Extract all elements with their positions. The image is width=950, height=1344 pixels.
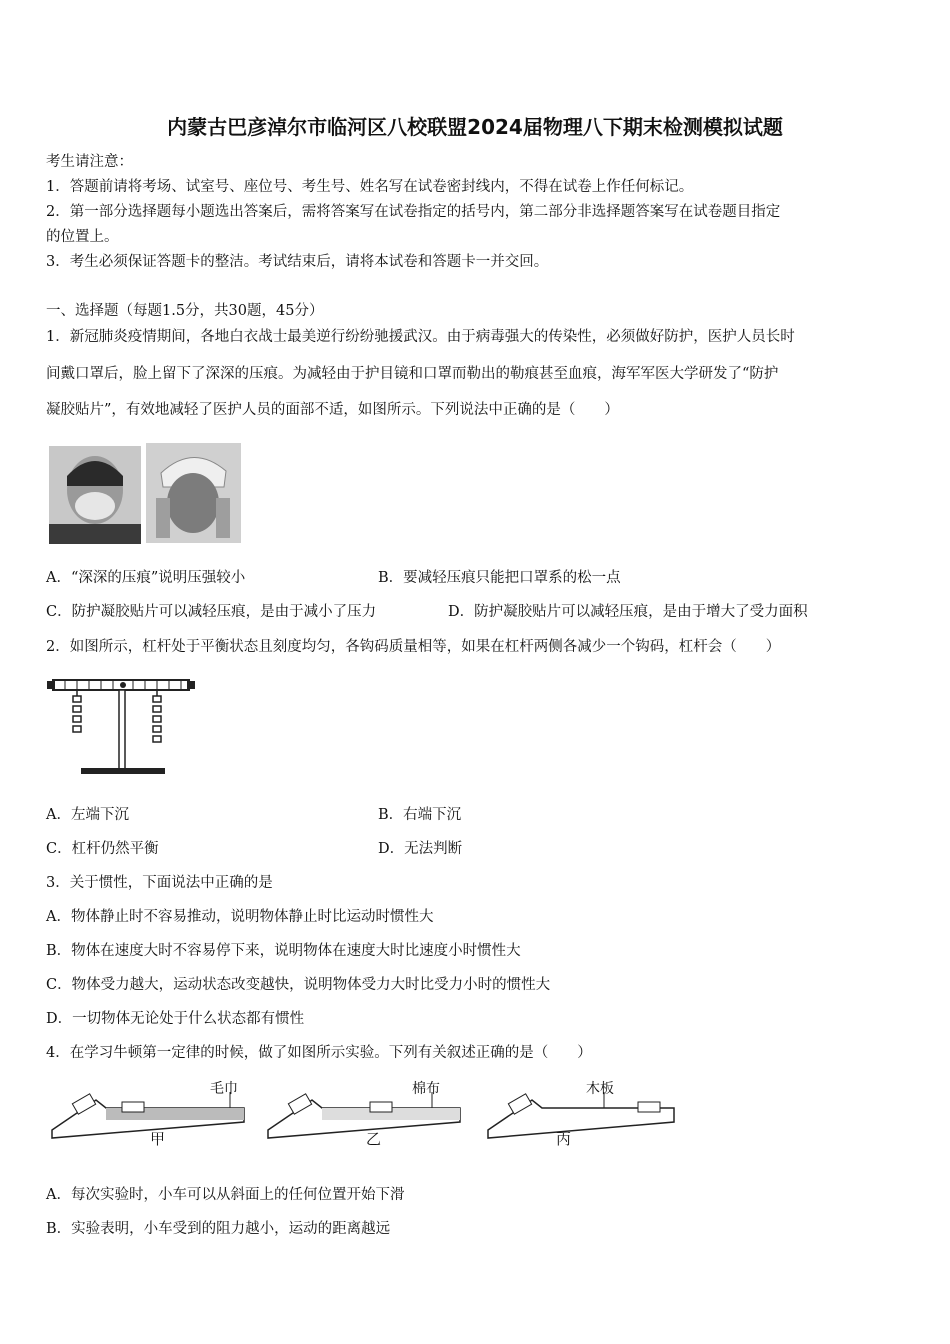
q1-photo-masked-face bbox=[49, 446, 141, 544]
q4-figure-cotton bbox=[266, 1078, 462, 1148]
q2-lever-figure bbox=[47, 672, 195, 780]
notice-item-2-cont: 的位置上。 bbox=[46, 229, 119, 245]
q3-option-b: B．物体在速度大时不容易停下来，说明物体在速度大时比速度小时惯性大 bbox=[46, 943, 521, 959]
q4-option-a: A．每次实验时，小车可以从斜面上的任何位置开始下滑 bbox=[46, 1187, 405, 1203]
q3-option-c: C．物体受力越大，运动状态改变越快，说明物体受力大时比受力小时的惯性大 bbox=[46, 977, 551, 993]
q4-stem: 4．在学习牛顿第一定律的时候，做了如图所示实验。下列有关叙述正确的是（ ） bbox=[46, 1045, 592, 1061]
q3-option-a: A．物体静止时不容易推动，说明物体静止时比运动时惯性大 bbox=[46, 909, 434, 925]
notice-item-1: 1．答题前请将考场、试室号、座位号、考生号、姓名写在试卷密封线内，不得在试卷上作任何标记。 bbox=[46, 179, 694, 195]
q3-stem: 3．关于惯性，下面说法中正确的是 bbox=[46, 875, 273, 891]
surface-label-board: 木板 bbox=[586, 1081, 614, 1097]
notice-item-3: 3．考生必须保证答题卡的整洁。考试结束后，请将本试卷和答题卡一并交回。 bbox=[46, 254, 549, 270]
q1-option-b: B．要减轻压痕只能把口罩系的松一点 bbox=[378, 570, 621, 586]
surface-label-towel: 毛巾 bbox=[210, 1081, 238, 1097]
q2-option-d: D．无法判断 bbox=[378, 841, 463, 857]
caption-bing: 丙 bbox=[556, 1130, 572, 1148]
q3-option-d: D．一切物体无论处于什么状态都有惯性 bbox=[46, 1011, 305, 1027]
q2-option-a: A．左端下沉 bbox=[46, 807, 129, 823]
page-title: 内蒙古巴彦淖尔市临河区八校联盟2024届物理八下期末检测模拟试题 bbox=[167, 115, 783, 139]
section-heading: 一、选择题（每题1.5分，共30题，45分） bbox=[46, 303, 324, 319]
q4-figure-towel bbox=[50, 1078, 246, 1148]
q1-option-d: D．防护凝胶贴片可以减轻压痕，是由于增大了受力面积 bbox=[448, 604, 808, 620]
q1-stem-line-1: 1．新冠肺炎疫情期间，各地白衣战士最美逆行纷纷驰援武汉。由于病毒强大的传染性，必须做好防护，医护人员长时 bbox=[46, 329, 795, 345]
surface-label-cotton: 棉布 bbox=[412, 1081, 440, 1097]
notice-item-2: 2．第一部分选择题每小题选出答案后，需将答案写在试卷指定的括号内，第二部分非选择题答案写在试卷题目指定 bbox=[46, 204, 781, 220]
q4-option-b: B．实验表明，小车受到的阻力越小，运动的距离越远 bbox=[46, 1221, 391, 1237]
q1-photo-bandaged-face bbox=[146, 443, 241, 543]
q2-option-c: C．杠杆仍然平衡 bbox=[46, 841, 159, 857]
q1-option-a: A．“深深的压痕”说明压强较小 bbox=[46, 570, 246, 586]
caption-jia: 甲 bbox=[150, 1130, 166, 1148]
notice-heading: 考生请注意： bbox=[46, 154, 133, 170]
caption-yi: 乙 bbox=[366, 1130, 382, 1148]
q1-option-c: C．防护凝胶贴片可以减轻压痕，是由于减小了压力 bbox=[46, 604, 377, 620]
q2-option-b: B．右端下沉 bbox=[378, 807, 462, 823]
q1-stem-line-3: 凝胶贴片”，有效地减轻了医护人员的面部不适，如图所示。下列说法中正确的是（ ） bbox=[46, 402, 619, 418]
q1-stem-line-2: 间戴口罩后，脸上留下了深深的压痕。为减轻由于护目镜和口罩而勒出的勒痕甚至血痕，海军军医大学研发了“防护 bbox=[46, 366, 779, 382]
q2-stem: 2．如图所示，杠杆处于平衡状态且刻度均匀，各钩码质量相等，如果在杠杆两侧各减少一个钩码，杠杆会（ ） bbox=[46, 639, 781, 655]
q4-figure-board bbox=[486, 1078, 682, 1148]
